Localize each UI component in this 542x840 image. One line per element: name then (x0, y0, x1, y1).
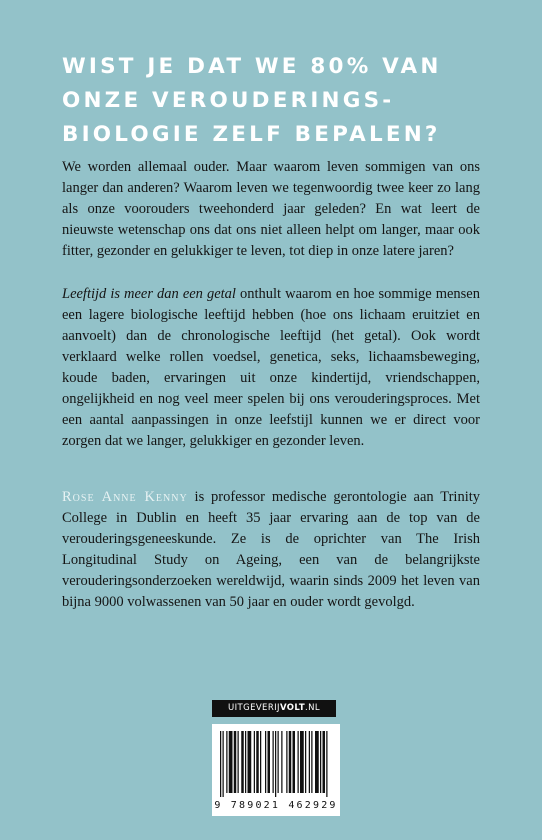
barcode-bar (248, 731, 252, 793)
barcode-bar (293, 731, 296, 793)
barcode-bar (320, 731, 321, 793)
publisher-logo (212, 700, 336, 717)
barcode-bar (223, 731, 224, 797)
barcode-bar (256, 731, 259, 793)
headline-line-1: WIST JE DAT WE 80% VAN (62, 54, 442, 79)
barcode-bar (311, 731, 312, 793)
barcode-bar (289, 731, 292, 793)
barcode (212, 724, 340, 816)
barcode-bar (273, 731, 274, 793)
barcode-bar (286, 731, 287, 793)
barcode-bar (278, 731, 279, 793)
description-paragraph (62, 284, 480, 452)
publisher-name: VOLT (279, 703, 306, 713)
isbn-number: 9 789021 462929 (214, 800, 338, 811)
book-title: Leeftijd is meer dan een getal (62, 286, 236, 302)
headline-line-3: BIOLOGIE ZELF BEPALEN? (62, 122, 441, 147)
barcode-bars (218, 731, 334, 797)
barcode-bar (220, 731, 221, 797)
publisher-suffix: .NL (305, 703, 321, 713)
headline (62, 50, 502, 152)
barcode-bar (298, 731, 299, 793)
intro-paragraph: We worden allemaal ouder. Maar waarom leven sommigen van ons langer dan anderen? Waarom leven we tegenwoordig twee keer zo lang als onze voorouders tweehonderd jaar geleden? En wat leert de nieuwste wetenschap ons dat ons niet alleen helpt om langer, maar ook fitter, gezonder en gelukkiger te leven, tot diep in onze latere jaren? (62, 159, 480, 259)
barcode-bar (315, 731, 319, 793)
barcode-bar (268, 731, 271, 793)
barcode-bar (229, 731, 233, 793)
author-bio-text: is professor medische gerontologie aan Trinity College in Dublin en heeft 35 jaar ervaring aan de top van de verouderingsgeneeskunde. Ze is de oprichter van The Irish Longitudinal Study on Ageing, een van de belangrijkste verouderingsonderzoeken wereldwijd, waarin sinds 2009 het leven van bijna 9000 volwassenen van 50 jaar en ouder wordt gevolgd. (62, 489, 481, 610)
barcode-bar (323, 731, 326, 793)
author-name: Rose Anne Kenny (62, 489, 188, 505)
author-bio-paragraph (62, 487, 480, 613)
barcode-bar (254, 731, 255, 793)
barcode-bar (275, 731, 276, 797)
headline-line-2: ONZE VEROUDERINGS- (62, 88, 395, 113)
barcode-bar (265, 731, 266, 793)
barcode-bar (300, 731, 304, 793)
barcode-bar (260, 731, 261, 793)
barcode-bar (245, 731, 246, 793)
barcode-bar (234, 731, 237, 793)
barcode-bar (226, 731, 227, 793)
publisher-prefix: UITGEVERIJ (227, 703, 280, 713)
barcode-bar (241, 731, 244, 793)
description-text: onthult waarom en hoe sommige mensen een lagere biologische leeftijd hebben (hoe ons lichaam eruitziet en aanvoelt) dan de chronologische leeftijd (het getal). Ook wordt verklaard welke rollen voedsel, genetica, seks, lichaamsbeweging, koude baden, ervaringen uit onze kindertijd, vriendschappen, ongelijkheid en nog veel meer spelen bij ons verouderingsproces. Met een aantal aanpassingen in onze leefstijl kunnen we er direct voor zorgen dat we langer, gelukkiger en gezonder leven. (62, 286, 480, 449)
barcode-bar (309, 731, 310, 793)
barcode-bar (326, 731, 327, 797)
barcode-bar (238, 731, 239, 793)
barcode-bar (281, 731, 282, 793)
barcode-bar (305, 731, 306, 793)
